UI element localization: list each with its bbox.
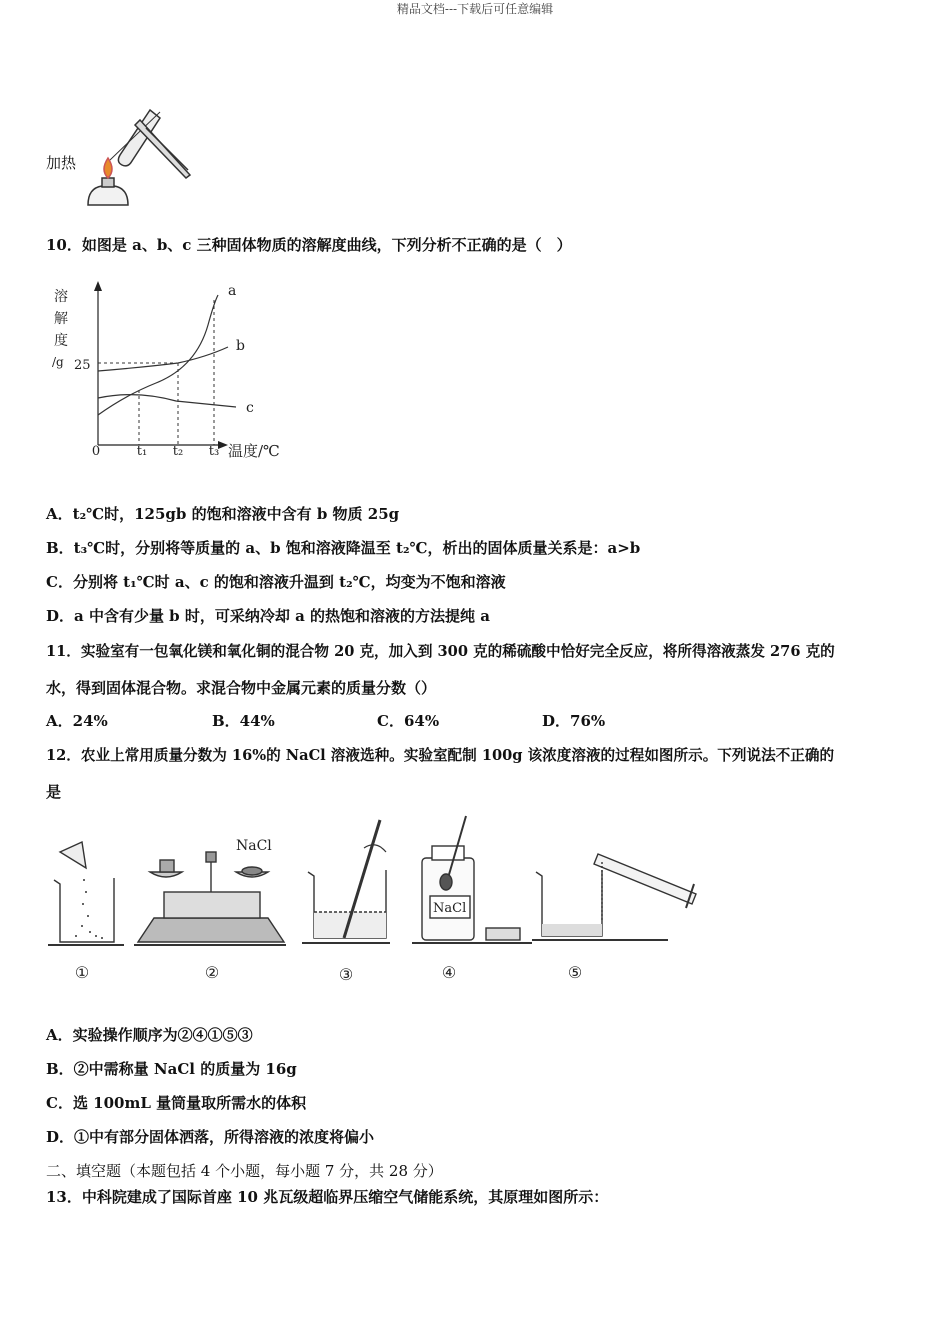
page-header: 精品文档---下载后可任意编辑 (396, 2, 554, 16)
q10-option-a: A．t₂℃时，125gb 的饱和溶液中含有 b 物质 25g (46, 505, 400, 523)
fig-label-1: ① (74, 963, 90, 982)
fig-label-4: ④ (441, 963, 457, 982)
ylabel-char-4: /g (52, 355, 64, 369)
q11-option-d: D．76% (542, 712, 606, 730)
stir-arrow (364, 845, 386, 852)
q11-stem-line2: 水，得到固体混合物。求混合物中金属元素的质量分数（） (46, 679, 437, 697)
q11-stem-line1: 11．实验室有一包氧化镁和氧化铜的混合物 20 克，加入到 300 克的稀硫酸中恰好完全反应，将所得溶液蒸发 276 克的 (46, 643, 835, 660)
graduated-cylinder (594, 854, 696, 904)
series-label-c: c (246, 400, 254, 416)
ylabel-char-2: 解 (54, 311, 68, 327)
x-tick-t1: t₁ (136, 444, 148, 459)
q12-stem-line1: 12．农业上常用质量分数为 16%的 NaCl 溶液选种。实验室配制 100g 该浓度溶液的过程如图所示。下列说法不正确的 (46, 747, 835, 764)
q12-option-b: B．②中需称量 NaCl 的质量为 16g (46, 1060, 297, 1078)
fig-label-5: ⑤ (567, 963, 583, 982)
weighing-paper (60, 842, 86, 868)
x-axis-label: 温度/℃ (228, 442, 280, 460)
y-axis-arrow (94, 281, 102, 291)
q10-option-c: C．分别将 t₁℃时 a、c 的饱和溶液升温到 t₂℃，均变为不饱和溶液 (46, 573, 506, 591)
q10-stem: 10．如图是 a、b、c 三种固体物质的溶解度曲线，下列分析不正确的是（ ） (46, 236, 572, 254)
x-tick-0: 0 (91, 444, 101, 459)
beaker-1 (54, 878, 114, 942)
q11-option-b: B．44% (212, 712, 275, 730)
q12-option-c: C．选 100mL 量筒量取所需水的体积 (46, 1094, 307, 1112)
q12-stem-line2: 是 (46, 783, 62, 801)
series-label-a: a (228, 283, 237, 299)
x-tick-t2: t₂ (172, 444, 184, 459)
fig-label-3: ③ (338, 965, 354, 984)
y-tick-25: 25 (74, 358, 91, 373)
left-pan (150, 872, 182, 877)
solubility-chart (46, 275, 296, 470)
stopper (486, 928, 520, 940)
nacl-label-bottle: NaCl (433, 901, 467, 916)
heating-apparatus-figure (80, 100, 200, 220)
q11-option-c: C．64% (377, 712, 440, 730)
heating-label: 加热 (46, 154, 77, 172)
curve-b (98, 347, 228, 371)
x-axis-arrow (218, 441, 228, 449)
nacl-pile (242, 867, 262, 875)
section-2-title: 二、填空题（本题包括 4 个小题，每小题 7 分，共 28 分） (46, 1162, 443, 1180)
q12-option-d: D．①中有部分固体洒落，所得溶液的浓度将偏小 (46, 1128, 375, 1146)
q13-stem: 13．中科院建成了国际首座 10 兆瓦级超临界压缩空气储能系统，其原理如图所示： (46, 1188, 609, 1206)
q10-option-b: B．t₃℃时，分别将等质量的 a、b 饱和溶液降温至 t₂℃，析出的固体质量关系是：a>b (46, 539, 641, 557)
weight (160, 860, 174, 872)
ylabel-char-1: 溶 (54, 289, 68, 305)
ylabel-char-3: 度 (54, 333, 68, 349)
q11-option-a: A．24% (46, 712, 108, 730)
nacl-label-balance: NaCl (236, 838, 272, 854)
balance-base (138, 918, 284, 942)
balance-body (164, 892, 260, 918)
q12-option-a: A．实验操作顺序为②④①⑤③ (46, 1026, 253, 1044)
q10-option-d: D．a 中含有少量 b 时，可采纳冷却 a 的热饱和溶液的方法提纯 a (46, 607, 490, 625)
series-label-b: b (236, 338, 245, 354)
fig-label-2: ② (204, 963, 220, 982)
x-tick-t3: t₃ (208, 444, 220, 459)
q12-procedure-figure (46, 812, 716, 992)
